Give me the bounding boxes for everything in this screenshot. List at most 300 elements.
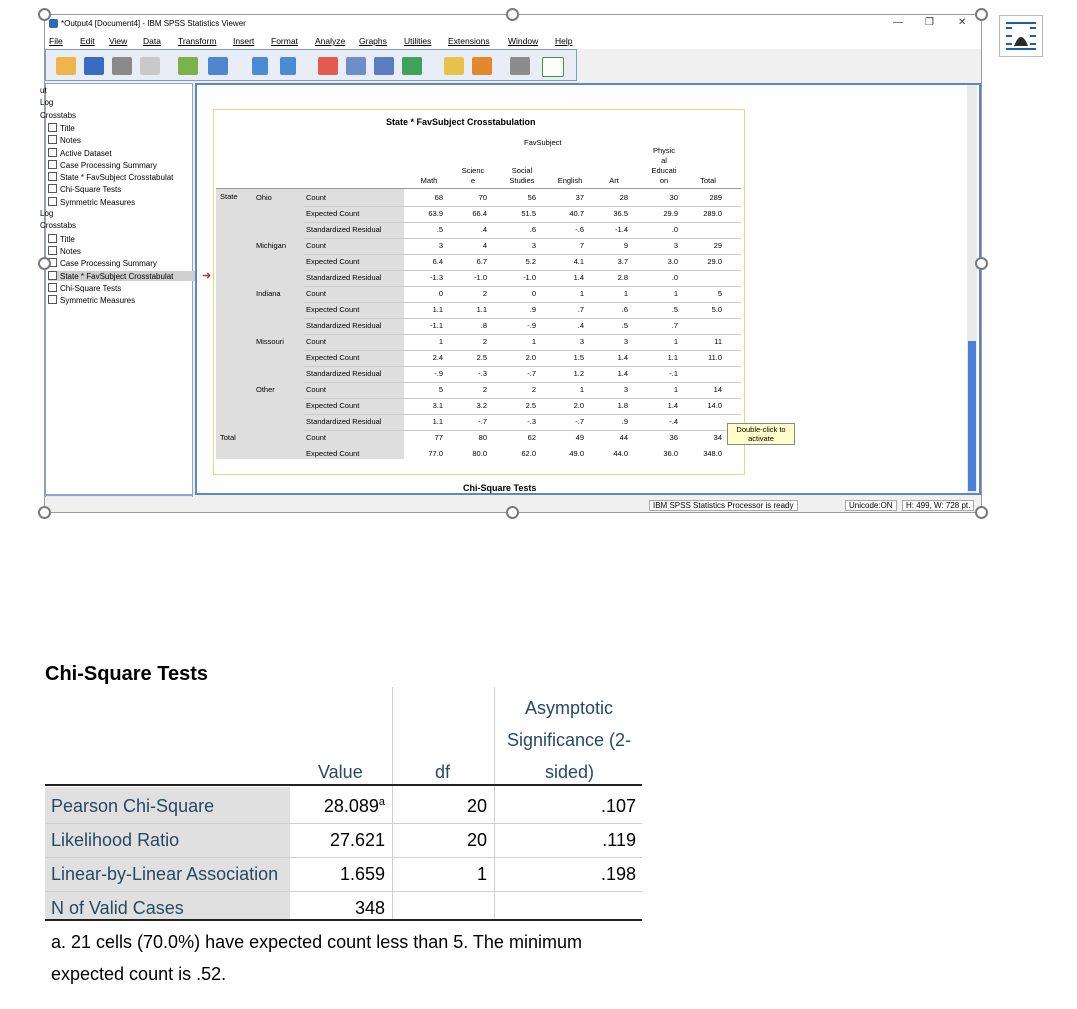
crosstab-cell: 1 [531, 337, 536, 346]
crosstab-cell: 68 [434, 193, 443, 202]
export-icon[interactable] [178, 57, 198, 75]
open-folder-icon[interactable] [56, 57, 76, 75]
chi-row-label: Linear-by-Linear Association [51, 864, 279, 884]
add-icon[interactable] [542, 57, 564, 77]
crosstab-cell: .8 [480, 321, 487, 330]
crosstab-cell: -.7 [527, 369, 536, 378]
spss-app-icon [49, 19, 58, 28]
grid-line [304, 254, 741, 255]
crosstab-cell: .9 [621, 417, 628, 426]
chi-value [290, 830, 385, 851]
outline-node-icon [48, 234, 57, 243]
crosstab-cell: 9 [623, 241, 628, 250]
crosstab-stat-label: Standardized Residual [306, 273, 382, 282]
resize-handle[interactable] [38, 506, 51, 519]
outline-item[interactable] [48, 135, 81, 145]
chi-sig: .119 [602, 830, 636, 850]
crosstab-cell: 6.7 [476, 257, 487, 266]
crosstab-cell: -1.0 [523, 273, 536, 282]
grid-line [304, 286, 741, 287]
crosstab-column-header: on [659, 176, 669, 185]
outline-node-icon [48, 283, 57, 292]
redo-icon[interactable] [280, 57, 296, 75]
resize-handle[interactable] [506, 506, 519, 519]
goto-data-icon[interactable] [318, 57, 338, 75]
outline-label: State * FavSubject Crosstabulat [60, 173, 174, 183]
crosstab-cell: 77.0 [428, 449, 443, 458]
crosstab-cell: 66.4 [472, 209, 487, 218]
outline-item[interactable] [48, 123, 75, 133]
goto-case-icon[interactable] [346, 57, 366, 75]
crosstab-cell: 2 [482, 289, 487, 298]
grid-line [304, 414, 741, 415]
chi-df: 20 [466, 830, 487, 850]
close-icon[interactable]: ✕ [958, 17, 967, 28]
crosstab-stat-label: Expected Count [306, 449, 360, 458]
outline-node-icon [48, 184, 57, 193]
status-unicode: Unicode:ON [845, 500, 897, 511]
crosstab-cell: 1 [579, 385, 584, 394]
menu-data[interactable]: Data [143, 36, 161, 46]
crosstab-state-label: Ohio [256, 193, 272, 202]
menu-analyze[interactable]: Analyze [315, 36, 346, 46]
outline-item[interactable] [40, 221, 76, 230]
footnote: a. 21 cells (70.0%) have expected count less than 5. The minimum [51, 932, 582, 952]
insert-table-icon[interactable] [402, 57, 422, 75]
script-icon[interactable] [472, 57, 492, 75]
crosstab-stat-label: Count [306, 433, 327, 442]
crosstab-cell: 56 [527, 193, 536, 202]
content-vertical-scrollbar[interactable] [967, 85, 977, 493]
grid-line [304, 206, 741, 207]
resize-handle[interactable] [38, 8, 51, 21]
menu-edit[interactable]: Edit [80, 36, 95, 46]
chi-value [290, 796, 385, 817]
grid-line [304, 350, 741, 351]
outline-label: Chi-Square Tests [60, 283, 122, 293]
crosstab-title: State * FavSubject Crosstabulation [386, 117, 536, 127]
undo-icon[interactable] [252, 57, 268, 75]
selection-arrow-icon: ➜ [202, 270, 212, 282]
header-sig-3: sided) [545, 762, 595, 782]
crosstab-stat-label: Standardized Residual [306, 225, 382, 234]
outline-node-icon [48, 295, 57, 304]
crosstab-cell: 1 [673, 337, 678, 346]
outline-label: Case Processing Summary [60, 259, 157, 269]
outline-label: Log [40, 209, 54, 218]
crosstab-cell: 36.0 [663, 449, 678, 458]
crosstab-state-label: Other [256, 385, 275, 394]
outline-label: State * FavSubject Crosstabulat [60, 271, 174, 281]
menu-file[interactable]: File [49, 36, 63, 46]
crosstab-column-group: FavSubject [524, 138, 562, 147]
crosstab-column-header: Total [700, 176, 716, 185]
crosstab-cell: 3 [579, 337, 584, 346]
viewer-chi-square-title: Chi-Square Tests [463, 483, 537, 493]
resize-handle[interactable] [975, 8, 988, 21]
outline-label: ut [40, 86, 47, 95]
crosstab-cell: 49.0 [569, 449, 584, 458]
outline-node-icon [48, 160, 57, 169]
crosstab-column-header: Math [420, 176, 438, 185]
crosstab-cell: 1.8 [617, 401, 628, 410]
outline-label: Chi-Square Tests [60, 185, 122, 195]
grid-line [304, 366, 741, 367]
menu-insert[interactable]: Insert [233, 36, 255, 46]
crosstab-total-label: Total [220, 433, 236, 442]
crosstab-cell: 28 [619, 193, 628, 202]
chi-value-text: 1.659 [339, 864, 385, 884]
header-df: df [435, 762, 451, 782]
outline-node-icon [48, 172, 57, 181]
crosstab-cell: -1.4 [615, 225, 628, 234]
crosstab-cell: -.7 [575, 417, 584, 426]
crosstab-cell: 80 [478, 433, 487, 442]
designate-window-icon[interactable] [510, 57, 530, 75]
crosstab-cell: 289.0 [703, 209, 722, 218]
crosstab-cell: .7 [577, 305, 584, 314]
crosstab-cell: 77 [434, 433, 443, 442]
grid-line [304, 430, 741, 431]
outline-label: Symmetric Measures [60, 197, 136, 207]
crosstab-column-header: e [470, 176, 476, 185]
outline-node-icon [48, 123, 57, 132]
crosstab-cell: 29.9 [663, 209, 678, 218]
crosstab-cell: 14.0 [707, 401, 722, 410]
crosstab-cell: 14 [713, 385, 722, 394]
crosstab-cell: -.7 [478, 417, 487, 426]
crosstab-cell: 2.5 [525, 401, 536, 410]
crosstab-cell: 29 [713, 241, 722, 250]
crosstab-cell: 1.1 [432, 417, 443, 426]
crosstab-cell: 2 [482, 385, 487, 394]
outline-label: Notes [60, 246, 81, 256]
crosstab-cell: 1 [623, 289, 628, 298]
crosstab-cell: 2.5 [476, 353, 487, 362]
outline-item[interactable] [40, 86, 47, 95]
crosstab-stat-label: Expected Count [306, 353, 360, 362]
crosstab-cell: .5 [436, 225, 443, 234]
outline-node-icon [48, 197, 57, 206]
outline-item[interactable] [48, 295, 135, 305]
crosstab-stat-label: Standardized Residual [306, 369, 382, 378]
crosstab-stat-label: Expected Count [306, 401, 360, 410]
header-value: Value [318, 762, 363, 782]
crosstab-cell: 5.2 [525, 257, 536, 266]
crosstab-cell: 44.0 [613, 449, 628, 458]
activate-tooltip: Double-click to activate [727, 423, 795, 445]
outline-label: Case Processing Summary [60, 160, 157, 170]
crosstab-cell: 2.8 [617, 273, 628, 282]
row-divider [45, 857, 642, 858]
crosstab-cell: 1.4 [617, 353, 628, 362]
layout-options-button[interactable] [999, 15, 1043, 57]
crosstab-stat-label: Expected Count [306, 209, 360, 218]
crosstab-cell: 348.0 [703, 449, 722, 458]
crosstab-stat-label: Standardized Residual [306, 321, 382, 330]
chi-value [290, 864, 385, 885]
outline-item[interactable] [48, 160, 157, 170]
crosstab-cell: 1.1 [667, 353, 678, 362]
grid-line [304, 382, 741, 383]
crosstab-cell: 1 [438, 337, 443, 346]
grid-line [304, 398, 741, 399]
outline-item[interactable] [48, 148, 112, 158]
chi-df: 20 [466, 796, 487, 816]
menu-utilities[interactable]: Utilities [404, 36, 432, 46]
crosstab-stat-label: Expected Count [306, 257, 360, 266]
outline-item[interactable] [48, 234, 75, 244]
crosstab-cell: 3 [531, 241, 536, 250]
minimize-icon[interactable]: — [893, 17, 903, 28]
footnote-marker: a [378, 796, 385, 808]
row-divider [45, 823, 642, 824]
recall-dialog-icon[interactable] [208, 57, 228, 75]
row-divider [45, 891, 642, 892]
crosstab-stat-label: Count [306, 241, 327, 250]
crosstab-cell: 0 [531, 289, 536, 298]
crosstab-cell: -.1 [669, 369, 678, 378]
chi-value-text: 28.089 [323, 796, 379, 816]
outline-pane[interactable] [40, 83, 193, 495]
chi-square-title: Chi-Square Tests [45, 663, 208, 685]
crosstab-cell: 1 [579, 289, 584, 298]
outline-label: Symmetric Measures [60, 296, 136, 306]
crosstab-cell: .0 [671, 273, 678, 282]
crosstab-cell: 1.5 [573, 353, 584, 362]
scrollbar-thumb[interactable] [968, 341, 976, 491]
outline-label: Crosstabs [40, 110, 77, 120]
outline-node-icon [48, 271, 57, 280]
crosstab-cell: 63.9 [428, 209, 443, 218]
chi-row-label: N of Valid Cases [51, 898, 184, 918]
chi-sig: .107 [600, 796, 636, 816]
crosstab-column-header: Social [511, 166, 533, 175]
window-title: *Output4 [Document4] - IBM SPSS Statistics Viewer [61, 19, 246, 28]
outline-item[interactable] [48, 184, 121, 194]
status-size: H: 499, W: 728 pt. [902, 500, 974, 511]
table-bottom-rule [45, 919, 642, 921]
crosstab-cell: -1.0 [474, 273, 487, 282]
crosstab-column-header: al [661, 156, 667, 165]
crosstab-cell: -.3 [527, 417, 536, 426]
crosstab-cell: 1 [673, 289, 678, 298]
crosstab-cell: .4 [480, 225, 487, 234]
crosstab-cell: 80.0 [472, 449, 487, 458]
outline-label: Active Dataset [60, 148, 112, 158]
chi-sig: .198 [600, 864, 636, 884]
crosstab-cell: 11.0 [707, 353, 722, 362]
crosstab-stat-label: Count [306, 385, 327, 394]
chi-row-label: Pearson Chi-Square [51, 796, 215, 816]
crosstab-cell: 30 [669, 193, 678, 202]
crosstab-stat-label: Count [306, 337, 327, 346]
crosstab-cell: 4 [482, 241, 487, 250]
grid-line [304, 270, 741, 271]
outline-node-icon [48, 246, 57, 255]
chi-df: 1 [476, 864, 487, 884]
crosstab-cell: 49 [575, 433, 584, 442]
outline-item[interactable] [48, 258, 157, 268]
crosstab-cell: 70 [478, 193, 487, 202]
crosstab-cell: 6.4 [432, 257, 443, 266]
outline-item[interactable] [40, 209, 53, 218]
outline-label: Title [60, 123, 75, 133]
outline-node-icon [48, 135, 57, 144]
crosstab-cell: 5 [717, 289, 722, 298]
crosstab-state-label: Indiana [256, 289, 281, 298]
outline-label: Notes [60, 136, 81, 146]
chi-value-text: 348 [354, 898, 385, 918]
crosstab-cell: 3.7 [617, 257, 628, 266]
chi-value [290, 898, 385, 919]
crosstab-cell: .4 [577, 321, 584, 330]
crosstab-stat-label: Expected Count [306, 305, 360, 314]
crosstab-cell: 36 [669, 433, 678, 442]
outline-label: Crosstabs [40, 221, 77, 231]
resize-handle[interactable] [975, 506, 988, 519]
crosstab-cell: 34 [713, 433, 722, 442]
restore-icon[interactable]: ❐ [925, 17, 934, 28]
crosstab-cell: .6 [529, 225, 536, 234]
crosstab-cell: 3.0 [667, 257, 678, 266]
outline-label: Title [60, 234, 75, 244]
crosstab-cell: 1.2 [573, 369, 584, 378]
resize-handle[interactable] [506, 8, 519, 21]
crosstab-cell: 2.0 [525, 353, 536, 362]
output-content-pane[interactable] [195, 83, 981, 495]
crosstab-cell: -1.1 [430, 321, 443, 330]
outline-item[interactable] [48, 197, 135, 207]
chi-value-text: 27.621 [329, 830, 385, 850]
edit-icon[interactable] [444, 57, 464, 75]
outline-item[interactable] [48, 172, 173, 182]
crosstab-cell: 3.2 [476, 401, 487, 410]
save-icon[interactable] [84, 57, 104, 75]
crosstab-cell: 2.4 [432, 353, 443, 362]
crosstab-cell: 40.7 [569, 209, 584, 218]
crosstab-cell: .5 [621, 321, 628, 330]
crosstab-cell: 1.4 [617, 369, 628, 378]
crosstab-table[interactable] [213, 109, 786, 475]
print-icon[interactable] [112, 57, 132, 75]
crosstab-cell: 37 [575, 193, 584, 202]
crosstab-cell: 5.0 [711, 305, 722, 314]
embedded-spss-screenshot[interactable] [40, 14, 982, 513]
menu-view[interactable]: View [109, 36, 128, 46]
crosstab-cell: 62.0 [521, 449, 536, 458]
crosstab-cell: .9 [529, 305, 536, 314]
crosstab-cell: 1.4 [573, 273, 584, 282]
outline-node-icon [48, 148, 57, 157]
resize-handle[interactable] [38, 257, 51, 270]
header-sig-1: Asymptotic [525, 698, 614, 718]
crosstab-cell: -.9 [434, 369, 443, 378]
menu-transform[interactable]: Transform [178, 36, 217, 46]
crosstab-cell: 0 [438, 289, 443, 298]
crosstab-cell: .6 [621, 305, 628, 314]
menu-extensions[interactable]: Extensions [448, 36, 490, 46]
crosstab-cell: 7 [579, 241, 584, 250]
crosstab-column-header: Educati [651, 166, 677, 175]
crosstab-cell: 36.5 [613, 209, 628, 218]
crosstab-cell: .0 [671, 225, 678, 234]
crosstab-cell: 62 [527, 433, 536, 442]
variables-icon[interactable] [374, 57, 394, 75]
outline-label: Log [40, 98, 54, 108]
crosstab-column-header: English [557, 176, 583, 185]
crosstab-cell: 29.0 [707, 257, 722, 266]
crosstab-cell: -.4 [669, 417, 678, 426]
crosstab-cell: 2 [531, 385, 536, 394]
menu-format[interactable]: Format [271, 36, 298, 46]
grid-line [304, 334, 741, 335]
header-sig-2: Significance (2- [507, 730, 632, 750]
crosstab-cell: -1.3 [430, 273, 443, 282]
menu-help[interactable]: Help [555, 36, 573, 46]
crosstab-cell: -.3 [478, 369, 487, 378]
layout-options-icon [1000, 16, 1042, 56]
crosstab-cell: 3 [623, 385, 628, 394]
crosstab-cell: .5 [671, 305, 678, 314]
crosstab-cell: 3.1 [432, 401, 443, 410]
print-preview-icon[interactable] [140, 57, 160, 75]
crosstab-state-label: Michigan [256, 241, 287, 250]
crosstab-cell: 51.5 [521, 209, 536, 218]
crosstab-column-header: Art [609, 176, 619, 185]
crosstab-cell: .7 [671, 321, 678, 330]
grid-line [304, 222, 741, 223]
menu-window[interactable]: Window [508, 36, 539, 46]
status-processor: IBM SPSS Statistics Processor is ready [649, 500, 798, 511]
crosstab-column-header: Studies [509, 176, 535, 185]
outline-item[interactable] [48, 283, 121, 293]
crosstab-cell: 4.1 [573, 257, 584, 266]
crosstab-stat-label: Count [306, 193, 327, 202]
crosstab-row-variable: State [220, 192, 238, 201]
crosstab-stat-label: Standardized Residual [306, 417, 382, 426]
outline-item[interactable] [40, 111, 76, 120]
crosstab-cell: -.6 [575, 225, 584, 234]
crosstab-cell: -.9 [527, 321, 536, 330]
header-rule [45, 784, 642, 786]
menu-bar [45, 33, 981, 49]
crosstab-cell: 1 [673, 385, 678, 394]
resize-handle[interactable] [975, 257, 988, 270]
crosstab-cell: 3 [623, 337, 628, 346]
crosstab-column-header: Scienc [461, 166, 485, 175]
outline-item[interactable] [40, 98, 53, 107]
crosstab-stat-label: Count [306, 289, 327, 298]
grid-line [304, 238, 741, 239]
crosstab-cell: 1.1 [432, 305, 443, 314]
crosstab-column-header: Physic [652, 146, 676, 155]
crosstab-cell: 1.1 [476, 305, 487, 314]
crosstab-cell: 3 [673, 241, 678, 250]
menu-graphs[interactable]: Graphs [359, 36, 387, 46]
crosstab-cell: 1.4 [667, 401, 678, 410]
crosstab-cell: 5 [438, 385, 443, 394]
chi-row-label: Likelihood Ratio [51, 830, 180, 850]
crosstab-state-label: Missouri [256, 337, 284, 346]
crosstab-cell: 289 [709, 193, 722, 202]
outline-item[interactable] [48, 246, 81, 256]
crosstab-cell: 2.0 [573, 401, 584, 410]
crosstab-cell: 44 [619, 433, 628, 442]
toolbar [45, 49, 577, 81]
grid-line [304, 318, 741, 319]
grid-line [304, 302, 741, 303]
